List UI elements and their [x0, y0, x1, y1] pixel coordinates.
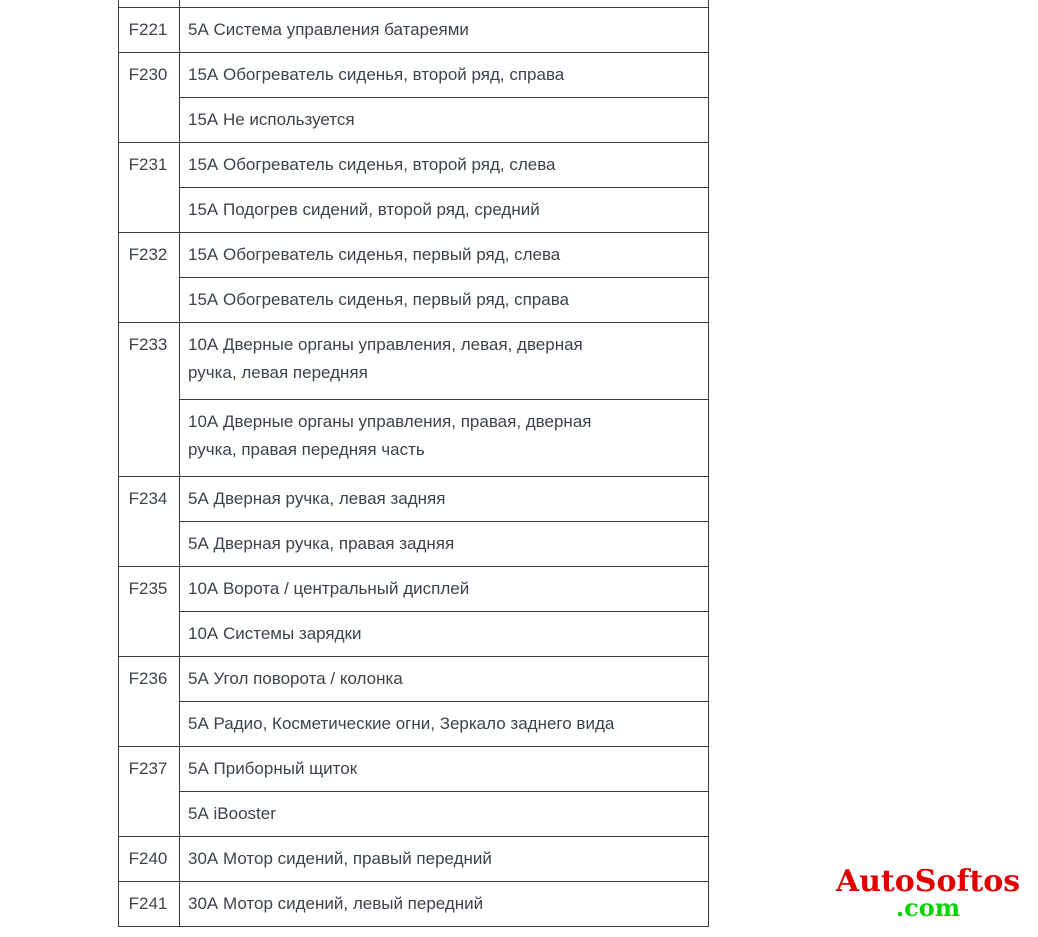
fuse-code-cell: F235 — [119, 567, 180, 657]
fuse-code-cell: F236 — [119, 657, 180, 747]
fuse-table — [118, 0, 709, 927]
fuse-code-cell: F240 — [119, 837, 180, 882]
fuse-desc-text: 15А Не используется — [188, 110, 355, 129]
fuse-desc-text: 15А Обогреватель сиденья, второй ряд, слева — [188, 155, 556, 174]
table-row — [119, 882, 709, 927]
fuse-desc-text: ручка, правая передняя часть — [188, 440, 425, 459]
table-row — [119, 477, 709, 522]
table-row — [119, 8, 709, 53]
table-row — [119, 233, 709, 278]
table-row — [119, 143, 709, 188]
table-row — [119, 837, 709, 882]
fuse-desc-cell — [180, 278, 709, 323]
fuse-desc-text: 10А Дверные органы управления, правая, дверная — [188, 412, 592, 431]
fuse-code-cell: F237 — [119, 747, 180, 837]
table-row — [119, 792, 709, 837]
fuse-desc-cell — [180, 233, 709, 278]
fuse-code-cell: F231 — [119, 143, 180, 233]
fuse-desc-text: 30А Мотор сидений, левый передний — [188, 894, 484, 913]
table-row — [119, 657, 709, 702]
fuse-desc-cell — [180, 747, 709, 792]
fuse-desc-cell — [180, 53, 709, 98]
fuse-desc-text: 15А Обогреватель сиденья, первый ряд, справа — [188, 290, 569, 309]
fuse-desc-text: 15А Подогрев сидений, второй ряд, средний — [188, 200, 540, 219]
fuse-code-cell: F230 — [119, 53, 180, 143]
fuse-desc-text: 10А Ворота / центральный дисплей — [188, 579, 470, 598]
fuse-desc-cell — [180, 792, 709, 837]
fuse-desc-text: 5А Система управления батареями — [188, 20, 469, 39]
fuse-desc-cell — [180, 702, 709, 747]
fuse-desc-text: 5А Дверная ручка, правая задняя — [188, 534, 455, 553]
table-row — [119, 747, 709, 792]
watermark-autosoftos — [828, 866, 1028, 920]
table-row — [119, 98, 709, 143]
table-row — [119, 702, 709, 747]
fuse-desc-cell — [180, 567, 709, 612]
table-row — [119, 567, 709, 612]
fuse-desc-text: 10А Дверные органы управления, левая, дверная — [188, 335, 583, 354]
fuse-desc-cell — [180, 477, 709, 522]
fuse-code-cell: F232 — [119, 233, 180, 323]
watermark-domain-text: .com — [895, 893, 961, 922]
fuse-desc-text: 5А Угол поворота / колонка — [188, 669, 403, 688]
fuse-desc-cell — [180, 8, 709, 53]
fuse-desc-cell — [180, 522, 709, 567]
fuse-desc-text: 15А Обогреватель сиденья, первый ряд, слева — [188, 245, 561, 264]
fuse-desc-text: 5А iBooster — [188, 804, 276, 823]
fuse-desc-cell — [180, 612, 709, 657]
fuse-desc-text: 30А Мотор сидений, правый передний — [188, 849, 492, 868]
table-row — [119, 612, 709, 657]
table-row — [119, 278, 709, 323]
fuse-desc-text: 15А Обогреватель сиденья, второй ряд, справа — [188, 65, 565, 84]
fuse-code-cell: F234 — [119, 477, 180, 567]
fuse-desc-text: 5А Радио, Косметические огни, Зеркало заднего вида — [188, 714, 615, 733]
fuse-desc-text: ручка, левая передняя — [188, 363, 368, 382]
watermark-brand-text: AutoSoftos — [835, 864, 1021, 899]
fuse-desc-cell — [180, 882, 709, 927]
fuse-code-cell: F233 — [119, 323, 180, 477]
fuse-desc-cell — [180, 837, 709, 882]
fuse-code-cell — [119, 0, 180, 8]
fuse-desc-cell — [180, 0, 709, 8]
fuse-desc-cell — [180, 188, 709, 233]
table-row-partial — [119, 0, 709, 8]
table-row — [119, 400, 709, 477]
fuse-desc-cell — [180, 323, 709, 400]
table-row — [119, 188, 709, 233]
fuse-code-cell: F241 — [119, 882, 180, 927]
fuse-desc-cell — [180, 98, 709, 143]
fuse-desc-text: 10А Системы зарядки — [188, 624, 362, 643]
table-row — [119, 522, 709, 567]
fuse-desc-cell — [180, 657, 709, 702]
table-row — [119, 53, 709, 98]
fuse-desc-cell — [180, 143, 709, 188]
fuse-desc-cell — [180, 400, 709, 477]
fuse-code-cell: F221 — [119, 8, 180, 53]
table-row — [119, 323, 709, 400]
fuse-desc-text: 5А Дверная ручка, левая задняя — [188, 489, 446, 508]
fuse-desc-text: 5А Приборный щиток — [188, 759, 358, 778]
